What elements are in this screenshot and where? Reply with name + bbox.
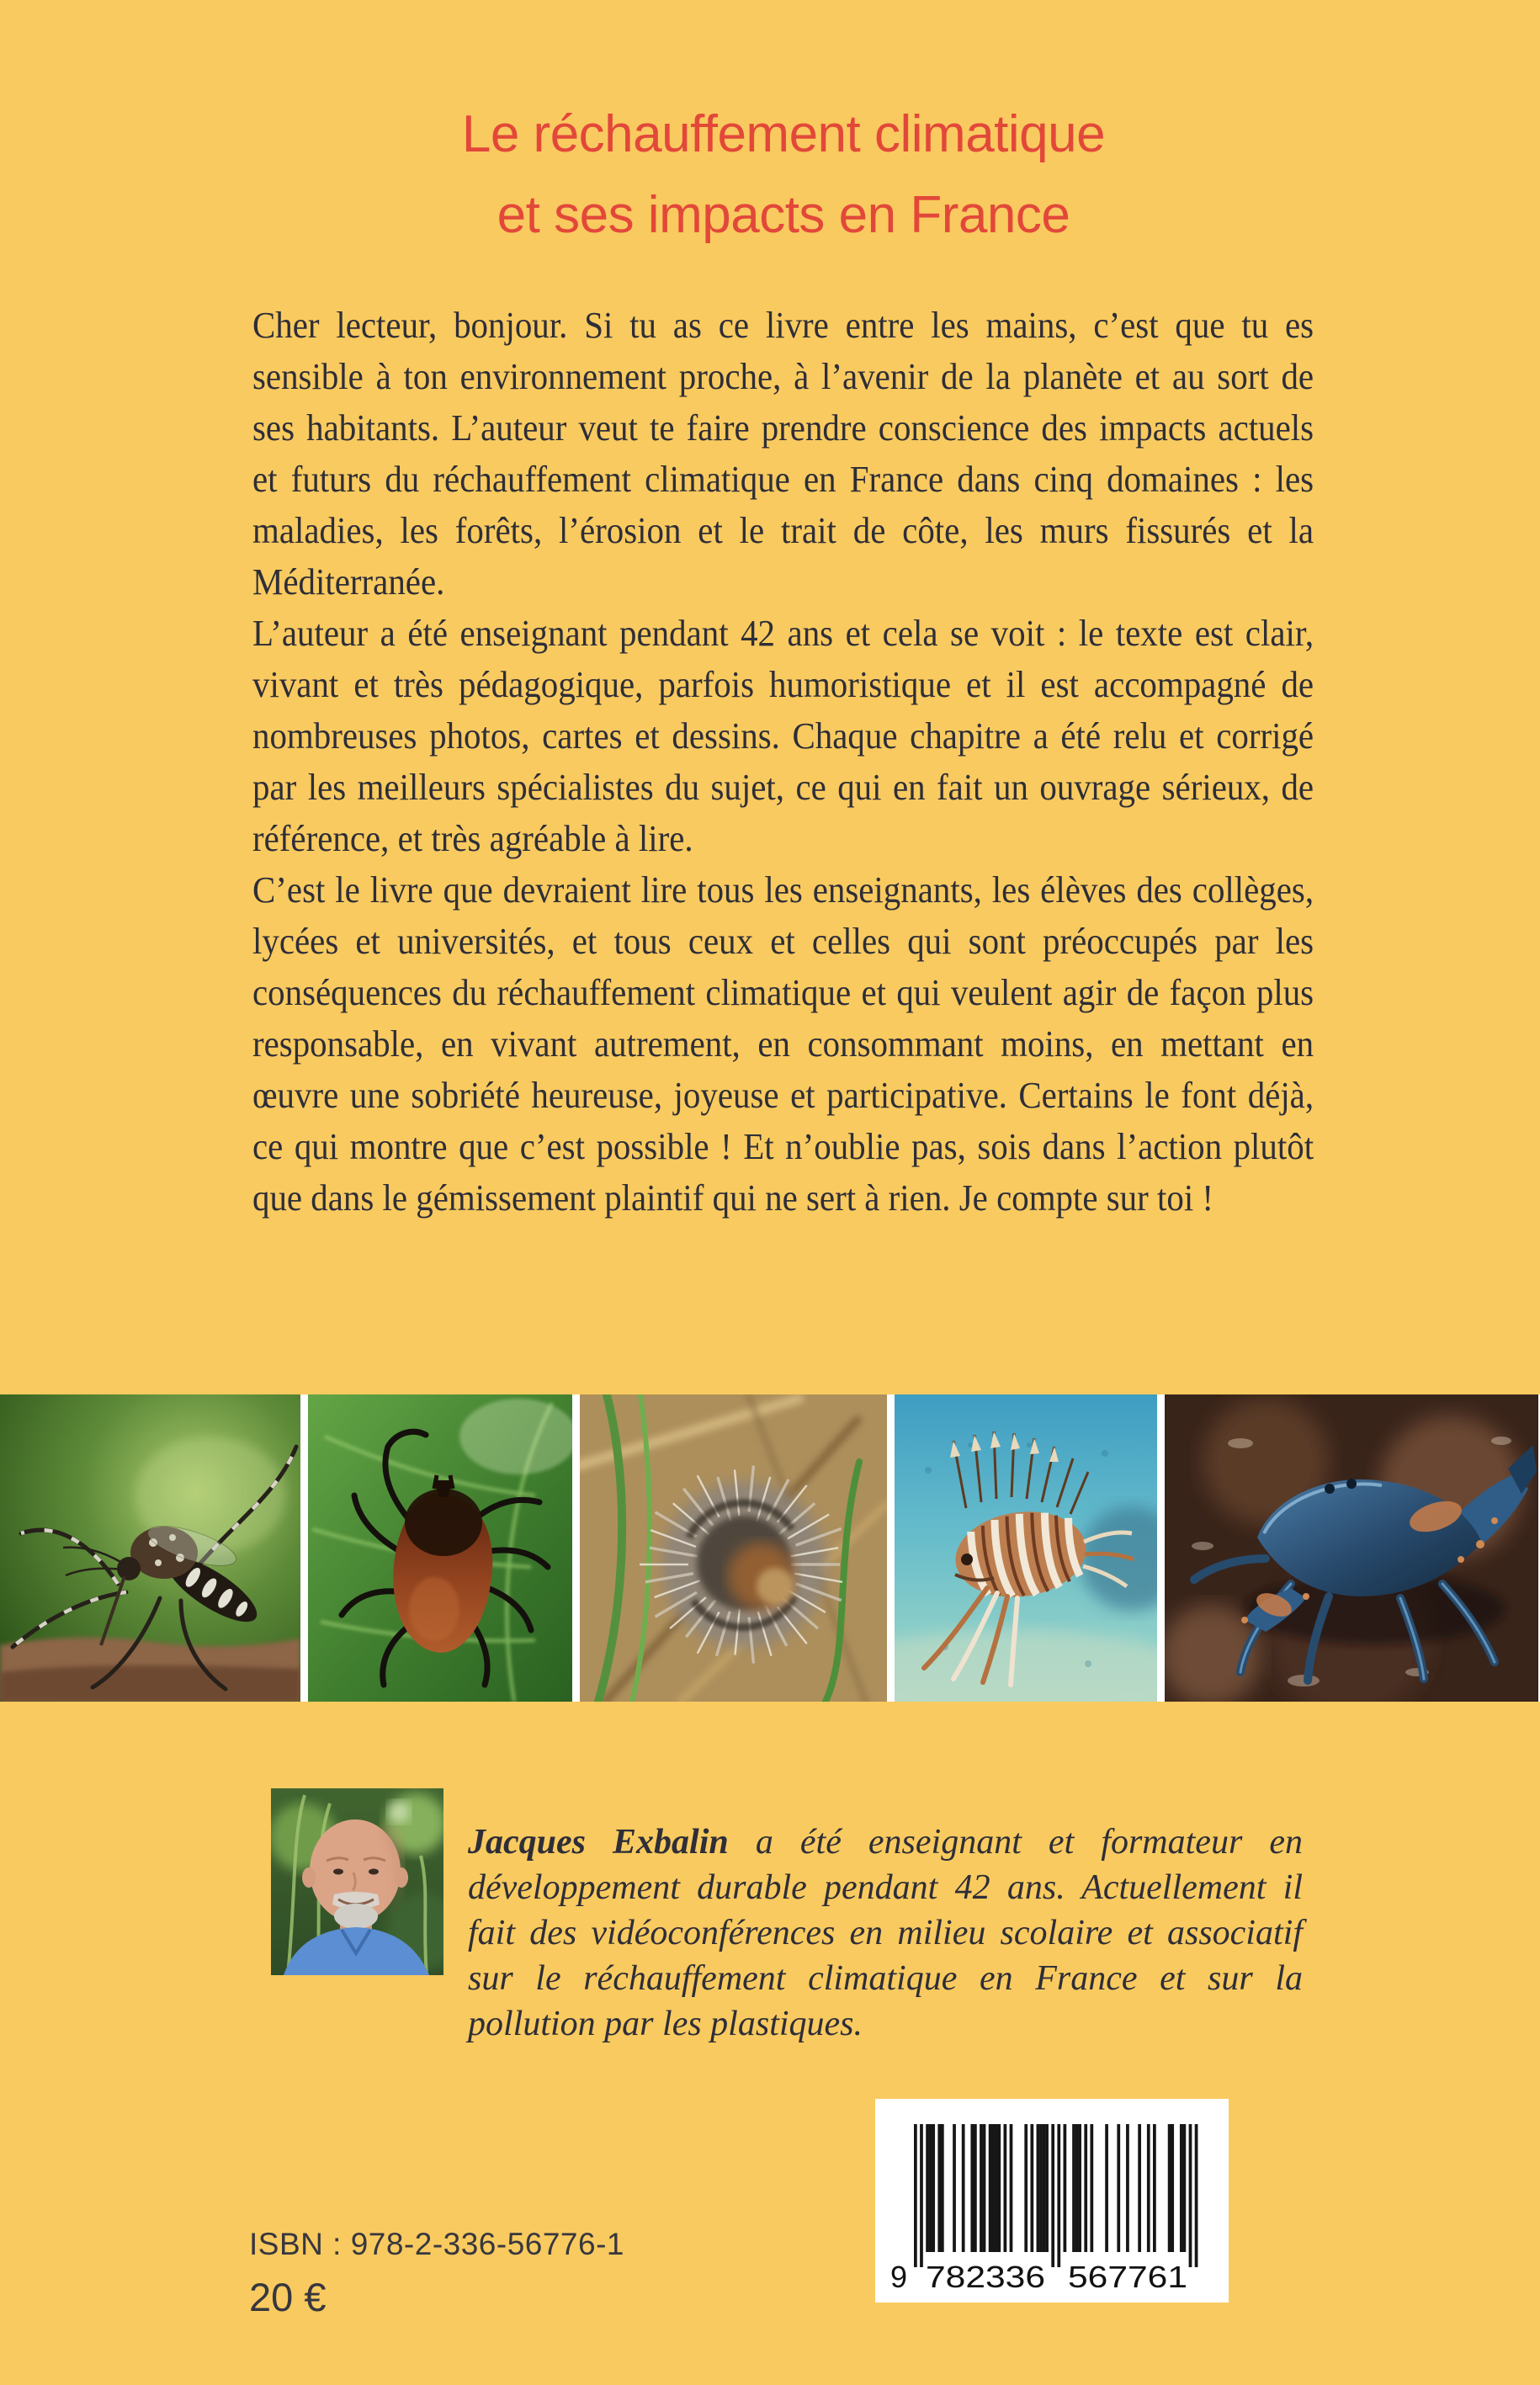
book-title-line2: et ses impacts en France: [497, 186, 1070, 244]
author-portrait-illustration: [271, 1788, 443, 1975]
tick-photo: [308, 1394, 572, 1702]
book-title-line1: Le réchauffement climatique: [461, 105, 1106, 163]
tiger-mosquito-photo: [0, 1394, 300, 1702]
processionary-caterpillar-photo: [580, 1394, 887, 1702]
svg-text:9: 9: [889, 2260, 907, 2294]
lionfish-illustration: [895, 1394, 1157, 1702]
book-title: [252, 94, 1314, 256]
svg-text:567761: 567761: [1068, 2260, 1187, 2294]
lionfish-photo: [895, 1394, 1157, 1702]
caterpillar-illustration: [580, 1394, 887, 1702]
photo-strip: [0, 1394, 1540, 1702]
synopsis-paragraph: L’auteur a été enseignant pendant 42 ans et cela se voit : le texte est clair, vivant et très pédagogique, parfois humoristique et il est accompagné de nombreuses photos, cartes et dessins. Chaque chapitre a été relu et corrigé par les meilleurs spécialistes du sujet, ce qui en fait un ouvrage sérieux, de référence, et très agréable à lire.: [252, 613, 1314, 859]
barcode: [875, 2099, 1229, 2303]
price-text: 20 €: [249, 2275, 327, 2319]
synopsis-paragraph: C’est le livre que devraient lire tous les enseignants, les élèves des collèges, lycées et universités, et tous ceux et celles qui sont préoccupés par les conséquences du réchauffement climatique et qui veulent agir de façon plus responsable, en vivant autrement, en consommant moins, en mettant en œuvre une sobriété heureuse, joyeuse et participative. Certains le font déjà, ce qui montre que c’est possible ! Et n’oublie pas, sois dans l’action plutôt que dans le gémissement plaintif qui ne sert à rien. Je compte sur toi !: [252, 869, 1314, 1219]
author-bio-text: a été enseignant et formateur en développement durable pendant 42 ans. Actuellement il fait des vidéoconférences en milieu scolaire et associatif sur le réchauffement climatique en France et sur la pollution par les plastiques.: [468, 1823, 1303, 2043]
isbn-text: ISBN : 978-2-336-56776-1: [249, 2227, 624, 2261]
synopsis: [252, 300, 1314, 1224]
author-name: Jacques Exbalin: [468, 1823, 729, 1862]
author-bio: [468, 1819, 1303, 2047]
blue-crab-illustration: [1165, 1394, 1538, 1702]
blue-crab-photo: [1165, 1394, 1538, 1702]
svg-text:782336: 782336: [926, 2260, 1045, 2294]
ean13-barcode: [875, 2099, 1229, 2303]
tick-illustration: [308, 1394, 572, 1702]
author-portrait-photo: [271, 1788, 443, 1975]
synopsis-paragraph: Cher lecteur, bonjour. Si tu as ce livre entre les mains, c’est que tu es sensible à ton environnement proche, à l’avenir de la planète et au sort de ses habitants. L’auteur veut te faire prendre conscience des impacts actuels et futurs du réchauffement climatique en France dans cinq domaines : les maladies, les forêts, l’érosion et le trait de côte, les murs fissurés et la Méditerranée.: [252, 305, 1314, 603]
tiger-mosquito-illustration: [0, 1394, 300, 1702]
